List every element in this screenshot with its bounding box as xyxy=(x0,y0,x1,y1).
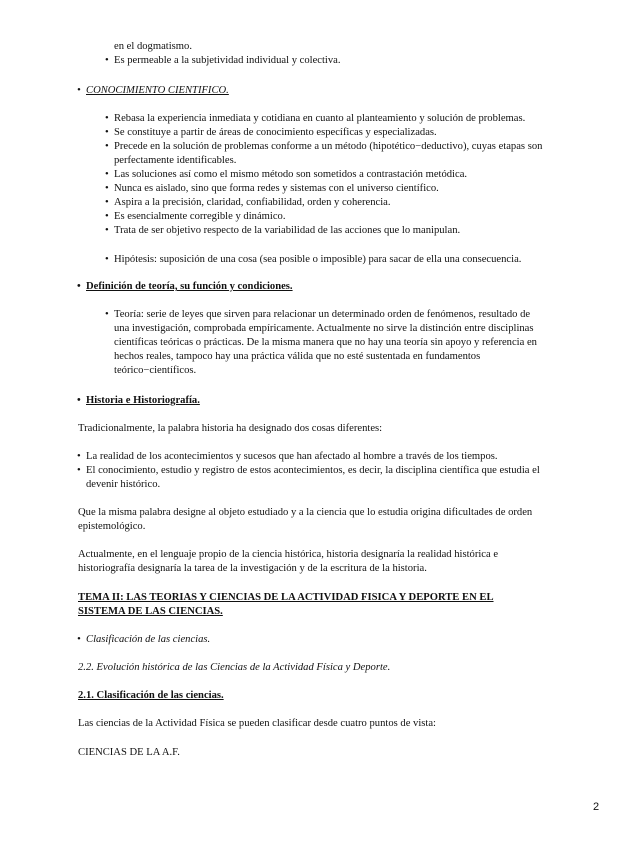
paragraph-line: epistemológico. xyxy=(78,521,146,532)
list-item: • Las soluciones así como el mismo método son sometidos a contrastación metódica. xyxy=(114,168,467,181)
hipotesis-item: • Hipótesis: suposición de una cosa (sea posible o imposible) para sacar de ella una consecuencia. xyxy=(114,253,521,266)
section-heading-historia: • Historia e Historiografía. xyxy=(86,394,200,407)
bullet-clasificacion: • Clasificación de las ciencias. xyxy=(86,633,210,646)
subsection-heading: 2.1. Clasificación de las ciencias. xyxy=(78,690,224,701)
paragraph-line: Actualmente, en el lenguaje propio de la ciencia histórica, historia designaría la realidad histórica e xyxy=(78,549,499,560)
list-item: • Nunca es aislado, sino que forma redes y sistemas con el universo científico. xyxy=(114,182,439,195)
list-item: • Trata de ser objetivo respecto de la variabilidad de las acciones que lo manipulan. xyxy=(114,224,460,237)
list-item: • Rebasa la experiencia inmediata y cotidiana en cuanto al planteamiento y solución de problemas. xyxy=(114,112,525,125)
paragraph-line: Que la misma palabra designe al objeto estudiado y a la ciencia que lo estudia origina dificultades de orden xyxy=(78,507,533,518)
teoria-definition-line: • Teoría: serie de leyes que sirven para relacionar un determinado orden de fenómenos, resultado de xyxy=(114,308,530,321)
list-item: • Es esencialmente corregible y dinámico. xyxy=(114,210,286,223)
list-continuation: en el dogmatismo. xyxy=(114,41,192,52)
section-heading-conocimiento: • CONOCIMIENTO CIENTIFICO. xyxy=(86,84,229,97)
chapter-title: SISTEMA DE LAS CIENCIAS. xyxy=(78,606,223,617)
chapter-title: TEMA II: LAS TEORIAS Y CIENCIAS DE LA ACTIVIDAD FISICA Y DEPORTE EN EL xyxy=(78,592,494,603)
list-item: • La realidad de los acontecimientos y sucesos que han afectado al hombre a través de los tiempos. xyxy=(86,450,498,463)
paragraph: CIENCIAS DE LA A.F. xyxy=(78,747,180,758)
list-item-continuation: perfectamente identificables. xyxy=(114,155,237,166)
paragraph: Las ciencias de la Actividad Física se pueden clasificar desde cuatro puntos de vista: xyxy=(78,718,437,729)
teoria-definition-line: científicas teóricas o prácticas. De la misma manera que no hay una teoría sin apoyo y referencia en xyxy=(114,337,537,348)
paragraph: Tradicionalmente, la palabra historia ha designado dos cosas diferentes: xyxy=(78,423,383,434)
page-number: 2 xyxy=(593,801,600,813)
list-item: • Aspira a la precisión, claridad, confiabilidad, orden y coherencia. xyxy=(114,196,391,209)
teoria-definition-line: teórico−científicos. xyxy=(114,365,197,376)
teoria-definition-line: una investigación, comprobada empíricamente. Actualmente no sirve la distinción entre disciplinas xyxy=(114,323,534,334)
list-item-continuation: devenir histórico. xyxy=(86,479,161,490)
list-item: • El conocimiento, estudio y registro de estos acontecimientos, es decir, la disciplina científica que estudia el xyxy=(86,464,540,477)
section-heading-teoria: • Definición de teoría, su función y condiciones. xyxy=(86,280,293,293)
teoria-definition-line: hechos reales, tampoco hay una práctica válida que no esté sustentada en fundamentos xyxy=(114,351,481,362)
list-item: • Se constituye a partir de áreas de conocimiento específicas y especializadas. xyxy=(114,126,437,139)
list-item: • Es permeable a la subjetividad individual y colectiva. xyxy=(114,54,341,67)
subsection-evolucion: 2.2. Evolución histórica de las Ciencias de la Actividad Física y Deporte. xyxy=(78,662,391,673)
paragraph-line: historiografía designaría la tarea de la investigación y de la escritura de la historia. xyxy=(78,563,427,574)
list-item: • Precede en la solución de problemas conforme a un método (hipotético−deductivo), cuyas etapas son xyxy=(114,140,542,153)
